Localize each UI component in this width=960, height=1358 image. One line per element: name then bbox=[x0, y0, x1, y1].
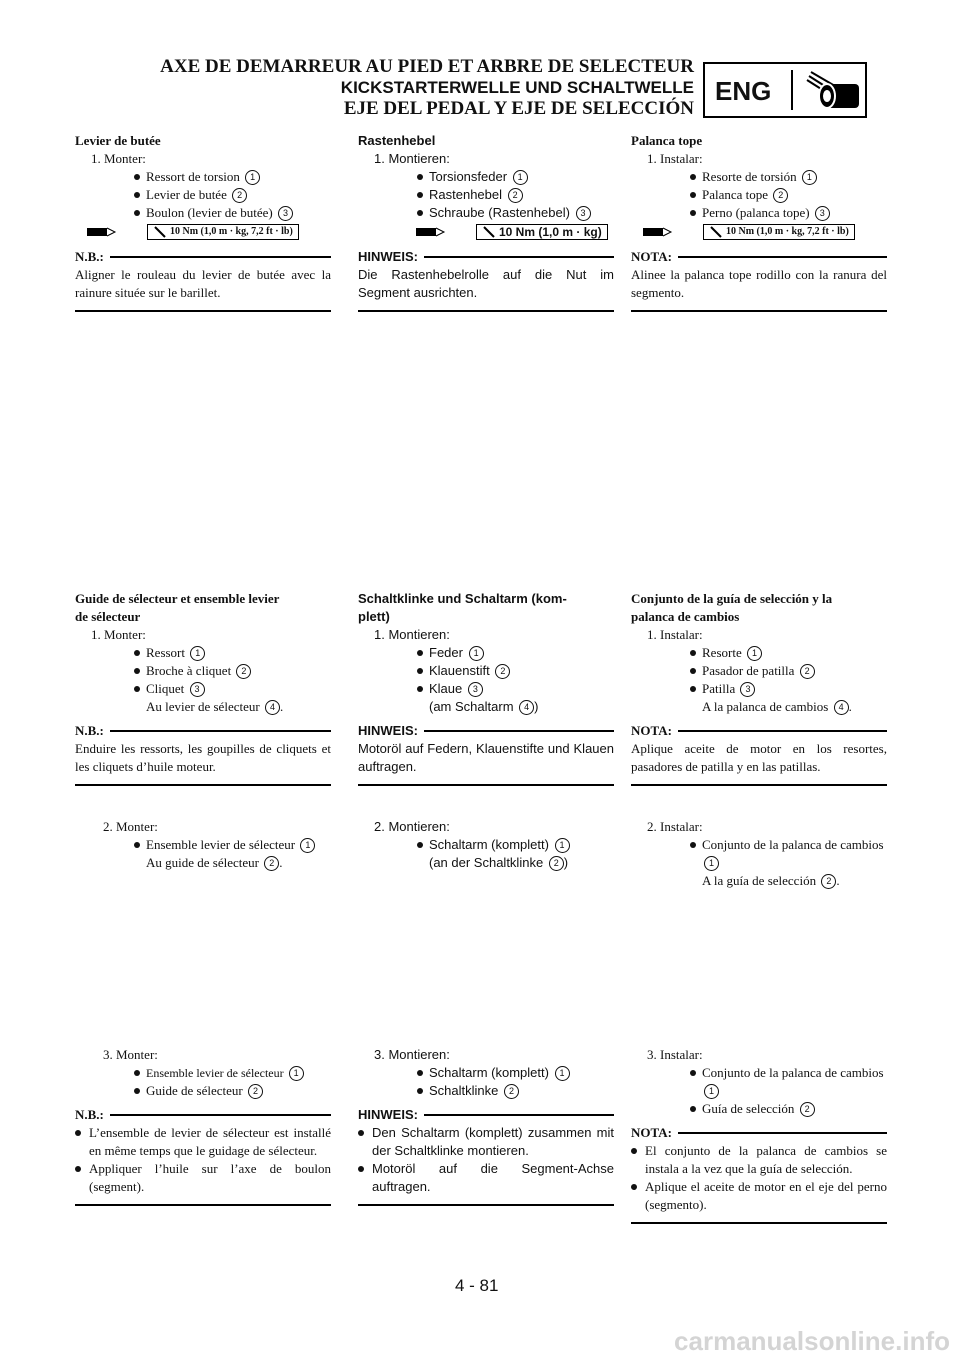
list-item: Klauenstift 2 bbox=[358, 662, 614, 680]
section-step3 bbox=[358, 1046, 614, 1206]
step: 3. Montieren: bbox=[374, 1047, 450, 1062]
torque-spec: 10 Nm (1,0 m · kg, 7,2 ft · lb) bbox=[643, 224, 887, 242]
step: 1. Montieren: bbox=[374, 627, 450, 642]
new-part-icon bbox=[643, 226, 675, 238]
step: 3. Instalar: bbox=[647, 1047, 703, 1062]
section-step2 bbox=[75, 818, 331, 872]
list-item: Schaltklinke 2 bbox=[358, 1082, 614, 1100]
list-item: Resorte 1 bbox=[631, 644, 887, 662]
header-title-de: KICKSTARTERWELLE UND SCHALTWELLE bbox=[340, 78, 694, 97]
section-title: Rastenhebel bbox=[358, 133, 436, 148]
step: 2. Monter: bbox=[103, 819, 158, 834]
note: HINWEIS: Die Rastenhebelrolle auf die Nut im Segment ausrichten. bbox=[358, 248, 614, 312]
badge-label: ENG bbox=[715, 76, 772, 106]
list-item: Ressort de torsion 1 bbox=[75, 168, 331, 186]
note: N.B.: L’ensemble de levier de sélecteur est installé en même temps que le guidage de sélecteur. Appliquer l’huile sur l’axe de boulon (segment). bbox=[75, 1106, 331, 1206]
section-step2 bbox=[631, 818, 887, 890]
list-sub: A la guía de selección 2 . bbox=[702, 873, 840, 888]
engine-bolt-icon bbox=[801, 66, 863, 116]
torque-spec: 10 Nm (1,0 m · kg) bbox=[416, 224, 614, 242]
list-item: Ensemble levier de sélecteur 1 bbox=[75, 1064, 331, 1082]
note: N.B.: Aligner le rouleau du levier de butée avec la rainure située sur le barillet. bbox=[75, 248, 331, 312]
section-title: Guide de sélecteur et ensemble levier bbox=[75, 591, 280, 606]
new-part-icon bbox=[87, 226, 119, 238]
list-item: Boulon (levier de butée) 3 bbox=[75, 204, 331, 222]
step: 1. Instalar: bbox=[647, 627, 703, 642]
list-item: Guide de sélecteur 2 bbox=[75, 1082, 331, 1100]
new-part-icon bbox=[416, 226, 448, 238]
section-title: Levier de butée bbox=[75, 133, 161, 148]
section-title: palanca de cambios bbox=[631, 609, 740, 624]
list-sub: Au guide de sélecteur 2 . bbox=[146, 855, 283, 870]
list-sub: Au levier de sélecteur 4 . bbox=[146, 699, 284, 714]
section-step3 bbox=[631, 1046, 887, 1224]
list-item: Torsionsfeder 1 bbox=[358, 168, 614, 186]
page-header bbox=[160, 56, 694, 119]
list-item: Conjunto de la palanca de cambios 1 bbox=[631, 836, 887, 872]
section-stopper-lever bbox=[75, 132, 331, 312]
note: NOTA: Alinee la palanca tope rodillo con la ranura del segmento. bbox=[631, 248, 887, 312]
list-item: Broche à cliquet 2 bbox=[75, 662, 331, 680]
step: 2. Instalar: bbox=[647, 819, 703, 834]
step: 1. Instalar: bbox=[647, 151, 703, 166]
note: HINWEIS: Motoröl auf Federn, Klauenstifte und Klauen auftragen. bbox=[358, 722, 614, 786]
watermark: carmanualsonline.info bbox=[674, 1326, 950, 1356]
torque-wrench-icon bbox=[710, 226, 722, 238]
list-item: Cliquet 3 bbox=[75, 680, 331, 698]
torque-wrench-icon bbox=[483, 226, 495, 238]
list-item: Ressort 1 bbox=[75, 644, 331, 662]
list-item: Schraube (Rastenhebel) 3 bbox=[358, 204, 614, 222]
torque-wrench-icon bbox=[154, 226, 166, 238]
list-item: Guía de selección 2 bbox=[631, 1100, 887, 1118]
step: 3. Monter: bbox=[103, 1047, 158, 1062]
section-shift-guide bbox=[631, 590, 887, 786]
section-shift-guide bbox=[75, 590, 331, 786]
list-item: Feder 1 bbox=[358, 644, 614, 662]
step: 1. Monter: bbox=[91, 151, 146, 166]
list-item: Palanca tope 2 bbox=[631, 186, 887, 204]
note: NOTA: Aplique aceite de motor en los resortes, pasadores de patilla y en las patillas. bbox=[631, 722, 887, 786]
section-title: Palanca tope bbox=[631, 133, 703, 148]
page-number: 4 - 81 bbox=[455, 1276, 499, 1295]
list-item: Klaue 3 bbox=[358, 680, 614, 698]
header-title-es: EJE DEL PEDAL Y EJE DE SELECCIÓN bbox=[343, 98, 694, 119]
section-shift-guide bbox=[358, 590, 614, 786]
list-sub: (an der Schaltklinke 2 ) bbox=[429, 855, 569, 870]
note: N.B.: Enduire les ressorts, les goupilles de cliquets et les cliquets d’huile moteur. bbox=[75, 722, 331, 786]
section-stopper-lever bbox=[358, 132, 614, 312]
step: 1. Monter: bbox=[91, 627, 146, 642]
note: HINWEIS: Den Schaltarm (komplett) zusammen mit der Schaltklinke montieren. Motoröl auf die Segment-Achse auftragen. bbox=[358, 1106, 614, 1206]
header-title-fr: AXE DE DEMARREUR AU PIED ET ARBRE DE SELECTEUR bbox=[160, 56, 694, 77]
list-item: Schaltarm (komplett) 1 bbox=[358, 836, 614, 854]
section-step3 bbox=[75, 1046, 331, 1206]
list-item: Resorte de torsión 1 bbox=[631, 168, 887, 186]
list-item: Pasador de patilla 2 bbox=[631, 662, 887, 680]
section-title: de sélecteur bbox=[75, 609, 141, 624]
list-sub: A la palanca de cambios 4 . bbox=[702, 699, 852, 714]
section-title: plett) bbox=[358, 609, 390, 624]
section-title: Schaltklinke und Schaltarm (kom- bbox=[358, 591, 567, 606]
list-item: Schaltarm (komplett) 1 bbox=[358, 1064, 614, 1082]
list-item: Perno (palanca tope) 3 bbox=[631, 204, 887, 222]
section-step2 bbox=[358, 818, 614, 872]
step: 2. Montieren: bbox=[374, 819, 450, 834]
list-item: Conjunto de la palanca de cambios 1 bbox=[631, 1064, 887, 1100]
torque-spec: 10 Nm (1,0 m · kg, 7,2 ft · lb) bbox=[87, 224, 331, 242]
section-title: Conjunto de la guía de selección y la bbox=[631, 591, 833, 606]
badge-divider bbox=[791, 70, 793, 110]
step: 1. Montieren: bbox=[374, 151, 450, 166]
list-item: Patilla 3 bbox=[631, 680, 887, 698]
note: NOTA: El conjunto de la palanca de cambios se instala a la vez que la guía de selección. Aplique el aceite de motor en el eje del perno (segmento). bbox=[631, 1124, 887, 1224]
list-item: Levier de butée 2 bbox=[75, 186, 331, 204]
section-badge bbox=[703, 62, 867, 118]
list-item: Ensemble levier de sélecteur 1 bbox=[75, 836, 331, 854]
list-item: Rastenhebel 2 bbox=[358, 186, 614, 204]
list-sub: (am Schaltarm 4 ) bbox=[429, 699, 539, 714]
section-stopper-lever bbox=[631, 132, 887, 312]
